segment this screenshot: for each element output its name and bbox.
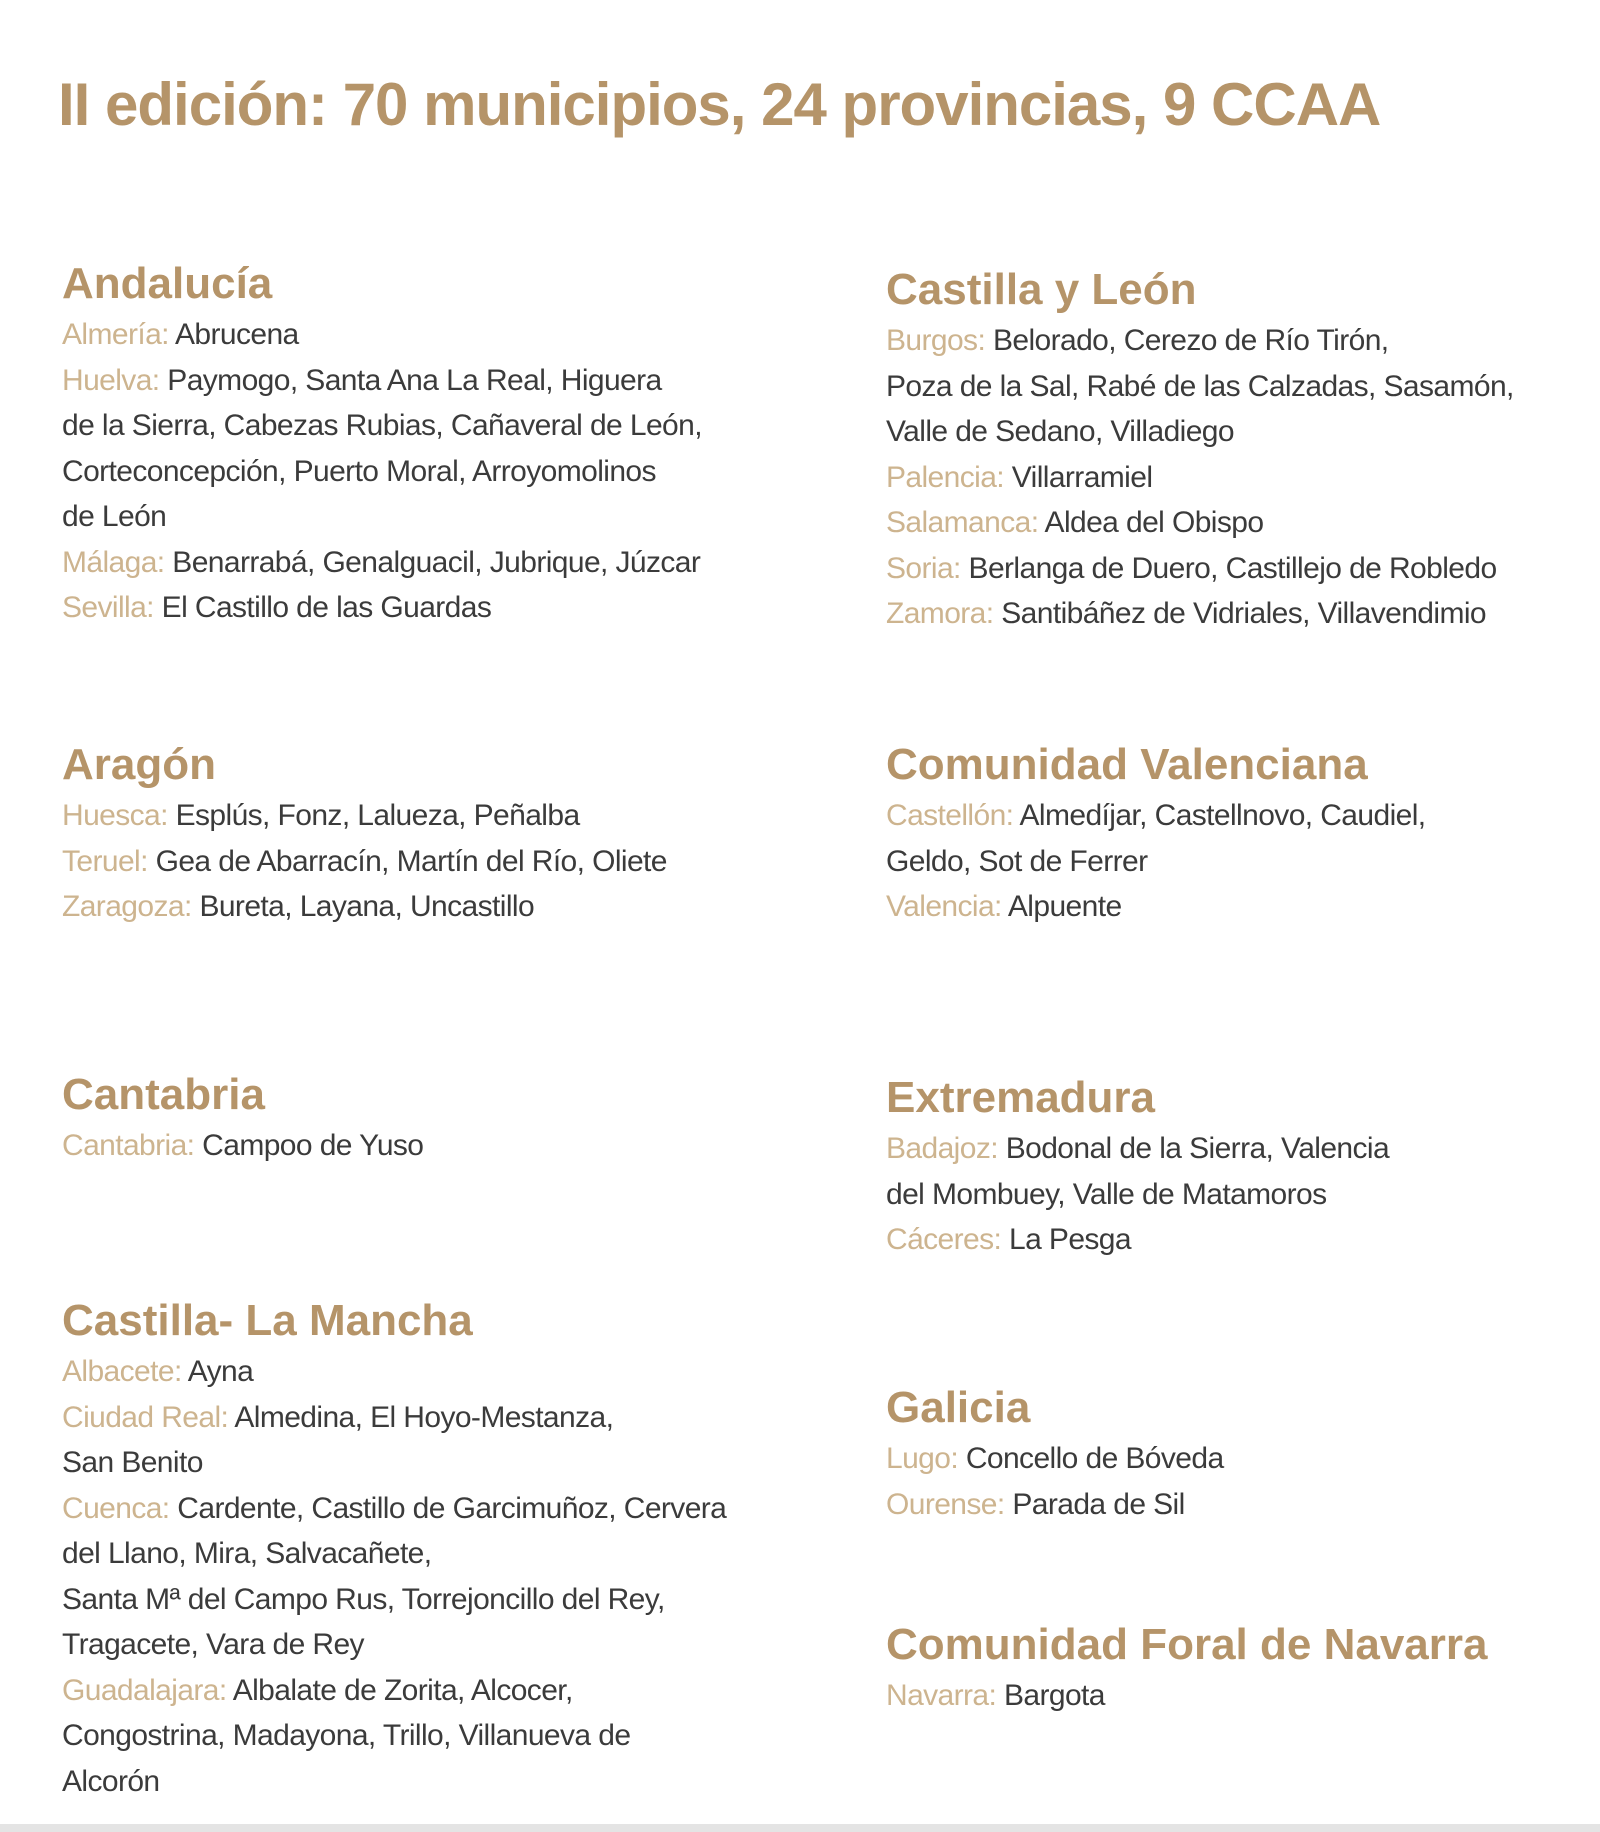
municipality-list: La Pesga (1009, 1223, 1131, 1256)
province-name: Zamora: (886, 597, 994, 630)
province-entry (62, 312, 822, 358)
province-entry-continued (886, 409, 1586, 455)
municipality-list: El Castillo de las Guardas (161, 591, 492, 624)
province-entry (62, 540, 822, 586)
province-name: Sevilla: (62, 591, 154, 624)
municipality-list: de la Sierra, Cabezas Rubias, Cañaveral de León, (62, 409, 702, 442)
province-entry-continued (62, 494, 822, 540)
province-entry (886, 500, 1586, 546)
province-name: Lugo: (886, 1442, 959, 1475)
province-name: Cuenca: (62, 1491, 170, 1525)
province-entry (886, 455, 1586, 501)
province-name: Castellón: (886, 799, 1014, 832)
province-name: Ourense: (886, 1487, 1005, 1521)
province-entry-continued (62, 403, 822, 449)
region-heading: Castilla y León (886, 265, 1197, 314)
municipality-list: Esplús, Fonz, Lalueza, Peñalba (175, 799, 580, 832)
province-entry (886, 318, 1586, 364)
municipality-list: de León (62, 500, 167, 533)
page-title: II edición: 70 municipios, 24 provincias, 9 CCAA (58, 71, 1381, 138)
province-entry (62, 1123, 822, 1169)
province-name: Huelva: (62, 363, 160, 397)
municipality-list: Bureta, Layana, Uncastillo (199, 890, 535, 923)
municipality-list: del Llano, Mira, Salvacañete, (62, 1537, 432, 1570)
province-entry (886, 546, 1586, 592)
municipality-list: Santibáñez de Vidriales, Villavendimio (1001, 597, 1486, 630)
municipality-list: Congostrina, Madayona, Trillo, Villanueva de (62, 1719, 631, 1752)
province-name: Almería: (62, 318, 169, 351)
region-heading: Comunidad Foral de Navarra (886, 1620, 1488, 1669)
municipality-list: Geldo, Sot de Ferrer (886, 844, 1148, 878)
province-name: Huesca: (62, 799, 168, 832)
municipality-list: Albalate de Zorita, Alcocer, (232, 1673, 573, 1707)
region-heading: Extremadura (886, 1073, 1156, 1122)
municipality-list: Santa Mª del Campo Rus, Torrejoncillo del Rey, (62, 1582, 665, 1616)
municipality-list: Belorado, Cerezo de Río Tirón, (992, 324, 1389, 357)
municipality-list: Abrucena (175, 318, 299, 351)
province-entry (62, 793, 822, 839)
municipality-list: Campoo de Yuso (202, 1129, 424, 1162)
municipality-list: Concello de Bóveda (965, 1442, 1224, 1475)
province-name: Burgos: (886, 324, 986, 357)
municipality-list: Villarramiel (1011, 460, 1153, 494)
province-name: Badajoz: (886, 1132, 998, 1165)
province-entry-continued (886, 364, 1586, 410)
province-entry-continued (62, 1577, 822, 1623)
province-name: Teruel: (62, 844, 148, 878)
province-entry (62, 585, 822, 631)
bottom-divider (0, 1824, 1600, 1832)
province-entry (62, 1668, 822, 1714)
province-entry (886, 1673, 1586, 1719)
region-heading: Aragón (62, 740, 216, 789)
province-name: Soria: (886, 551, 961, 585)
region-heading: Galicia (886, 1383, 1031, 1432)
province-entry-continued (62, 1759, 822, 1805)
municipality-list: San Benito (62, 1446, 203, 1479)
region-comunidad-foral-de-navarra (886, 1617, 1586, 1719)
municipality-list: Parada de Sil (1012, 1487, 1185, 1521)
region-galicia (886, 1380, 1586, 1527)
region-heading: Castilla- La Mancha (62, 1296, 473, 1345)
province-entry (62, 839, 822, 885)
municipality-list: Alcorón (62, 1764, 160, 1798)
municipality-list: Bargota (1003, 1679, 1105, 1712)
municipality-list: Tragacete, Vara de Rey (62, 1628, 364, 1661)
municipality-list: Berlanga de Duero, Castillejo de Robledo (968, 551, 1497, 585)
municipality-list: del Mombuey, Valle de Matamoros (886, 1177, 1327, 1211)
region-castilla-y-leon (886, 262, 1586, 637)
province-entry (886, 1482, 1586, 1528)
region-castilla-la-mancha (62, 1293, 822, 1804)
province-entry (62, 358, 822, 404)
region-cantabria (62, 1067, 822, 1169)
region-andalucia (62, 256, 822, 631)
municipality-list: Benarrabá, Genalguacil, Jubrique, Júzcar (172, 545, 701, 579)
province-entry (62, 1349, 822, 1395)
province-name: Albacete: (62, 1355, 182, 1388)
municipality-list: Aldea del Obispo (1044, 506, 1264, 539)
province-name: Salamanca: (886, 506, 1039, 539)
province-name: Valencia: (886, 890, 1002, 923)
region-extremadura (886, 1070, 1586, 1263)
province-entry-continued (886, 839, 1586, 885)
province-entry-continued (62, 1713, 822, 1759)
municipality-list: Ayna (187, 1355, 254, 1388)
province-name: Cáceres: (886, 1223, 1002, 1256)
province-entry (62, 1395, 822, 1441)
municipality-list: Almedíjar, Castellnovo, Caudiel, (1019, 799, 1426, 832)
province-entry (886, 591, 1586, 637)
municipality-list: Bodonal de la Sierra, Valencia (1005, 1132, 1390, 1165)
municipality-list: Poza de la Sal, Rabé de las Calzadas, Sasamón, (886, 369, 1514, 403)
province-entry (62, 1486, 822, 1532)
province-name: Navarra: (886, 1679, 997, 1712)
municipality-list: Gea de Abarracín, Martín del Río, Oliete (155, 844, 667, 878)
municipality-list: Valle de Sedano, Villadiego (886, 415, 1234, 448)
municipality-list: Alpuente (1007, 890, 1122, 923)
province-name: Cantabria: (62, 1129, 195, 1162)
province-entry (62, 884, 822, 930)
province-name: Málaga: (62, 545, 165, 579)
municipality-list: Cardente, Castillo de Garcimuñoz, Cervera (177, 1491, 727, 1525)
province-entry (886, 1217, 1586, 1263)
province-entry (886, 884, 1586, 930)
region-heading: Andalucía (62, 259, 273, 308)
province-name: Ciudad Real: (62, 1400, 229, 1434)
municipality-list: Corteconcepción, Puerto Moral, Arroyomolinos (62, 454, 656, 488)
province-name: Guadalajara: (62, 1673, 227, 1707)
province-entry-continued (886, 1172, 1586, 1218)
municipality-list: Paymogo, Santa Ana La Real, Higuera (167, 363, 662, 397)
region-aragon (62, 737, 822, 930)
province-entry-continued (62, 1622, 822, 1668)
province-entry-continued (62, 1440, 822, 1486)
province-entry-continued (62, 449, 822, 495)
province-entry-continued (62, 1531, 822, 1577)
region-heading: Cantabria (62, 1070, 265, 1119)
province-entry (886, 793, 1586, 839)
province-entry (886, 1126, 1586, 1172)
municipality-list: Almedina, El Hoyo-Mestanza, (234, 1400, 614, 1434)
region-comunidad-valenciana (886, 737, 1586, 930)
province-name: Zaragoza: (62, 890, 192, 923)
province-name: Palencia: (886, 460, 1005, 494)
region-heading: Comunidad Valenciana (886, 740, 1368, 789)
province-entry (886, 1436, 1586, 1482)
